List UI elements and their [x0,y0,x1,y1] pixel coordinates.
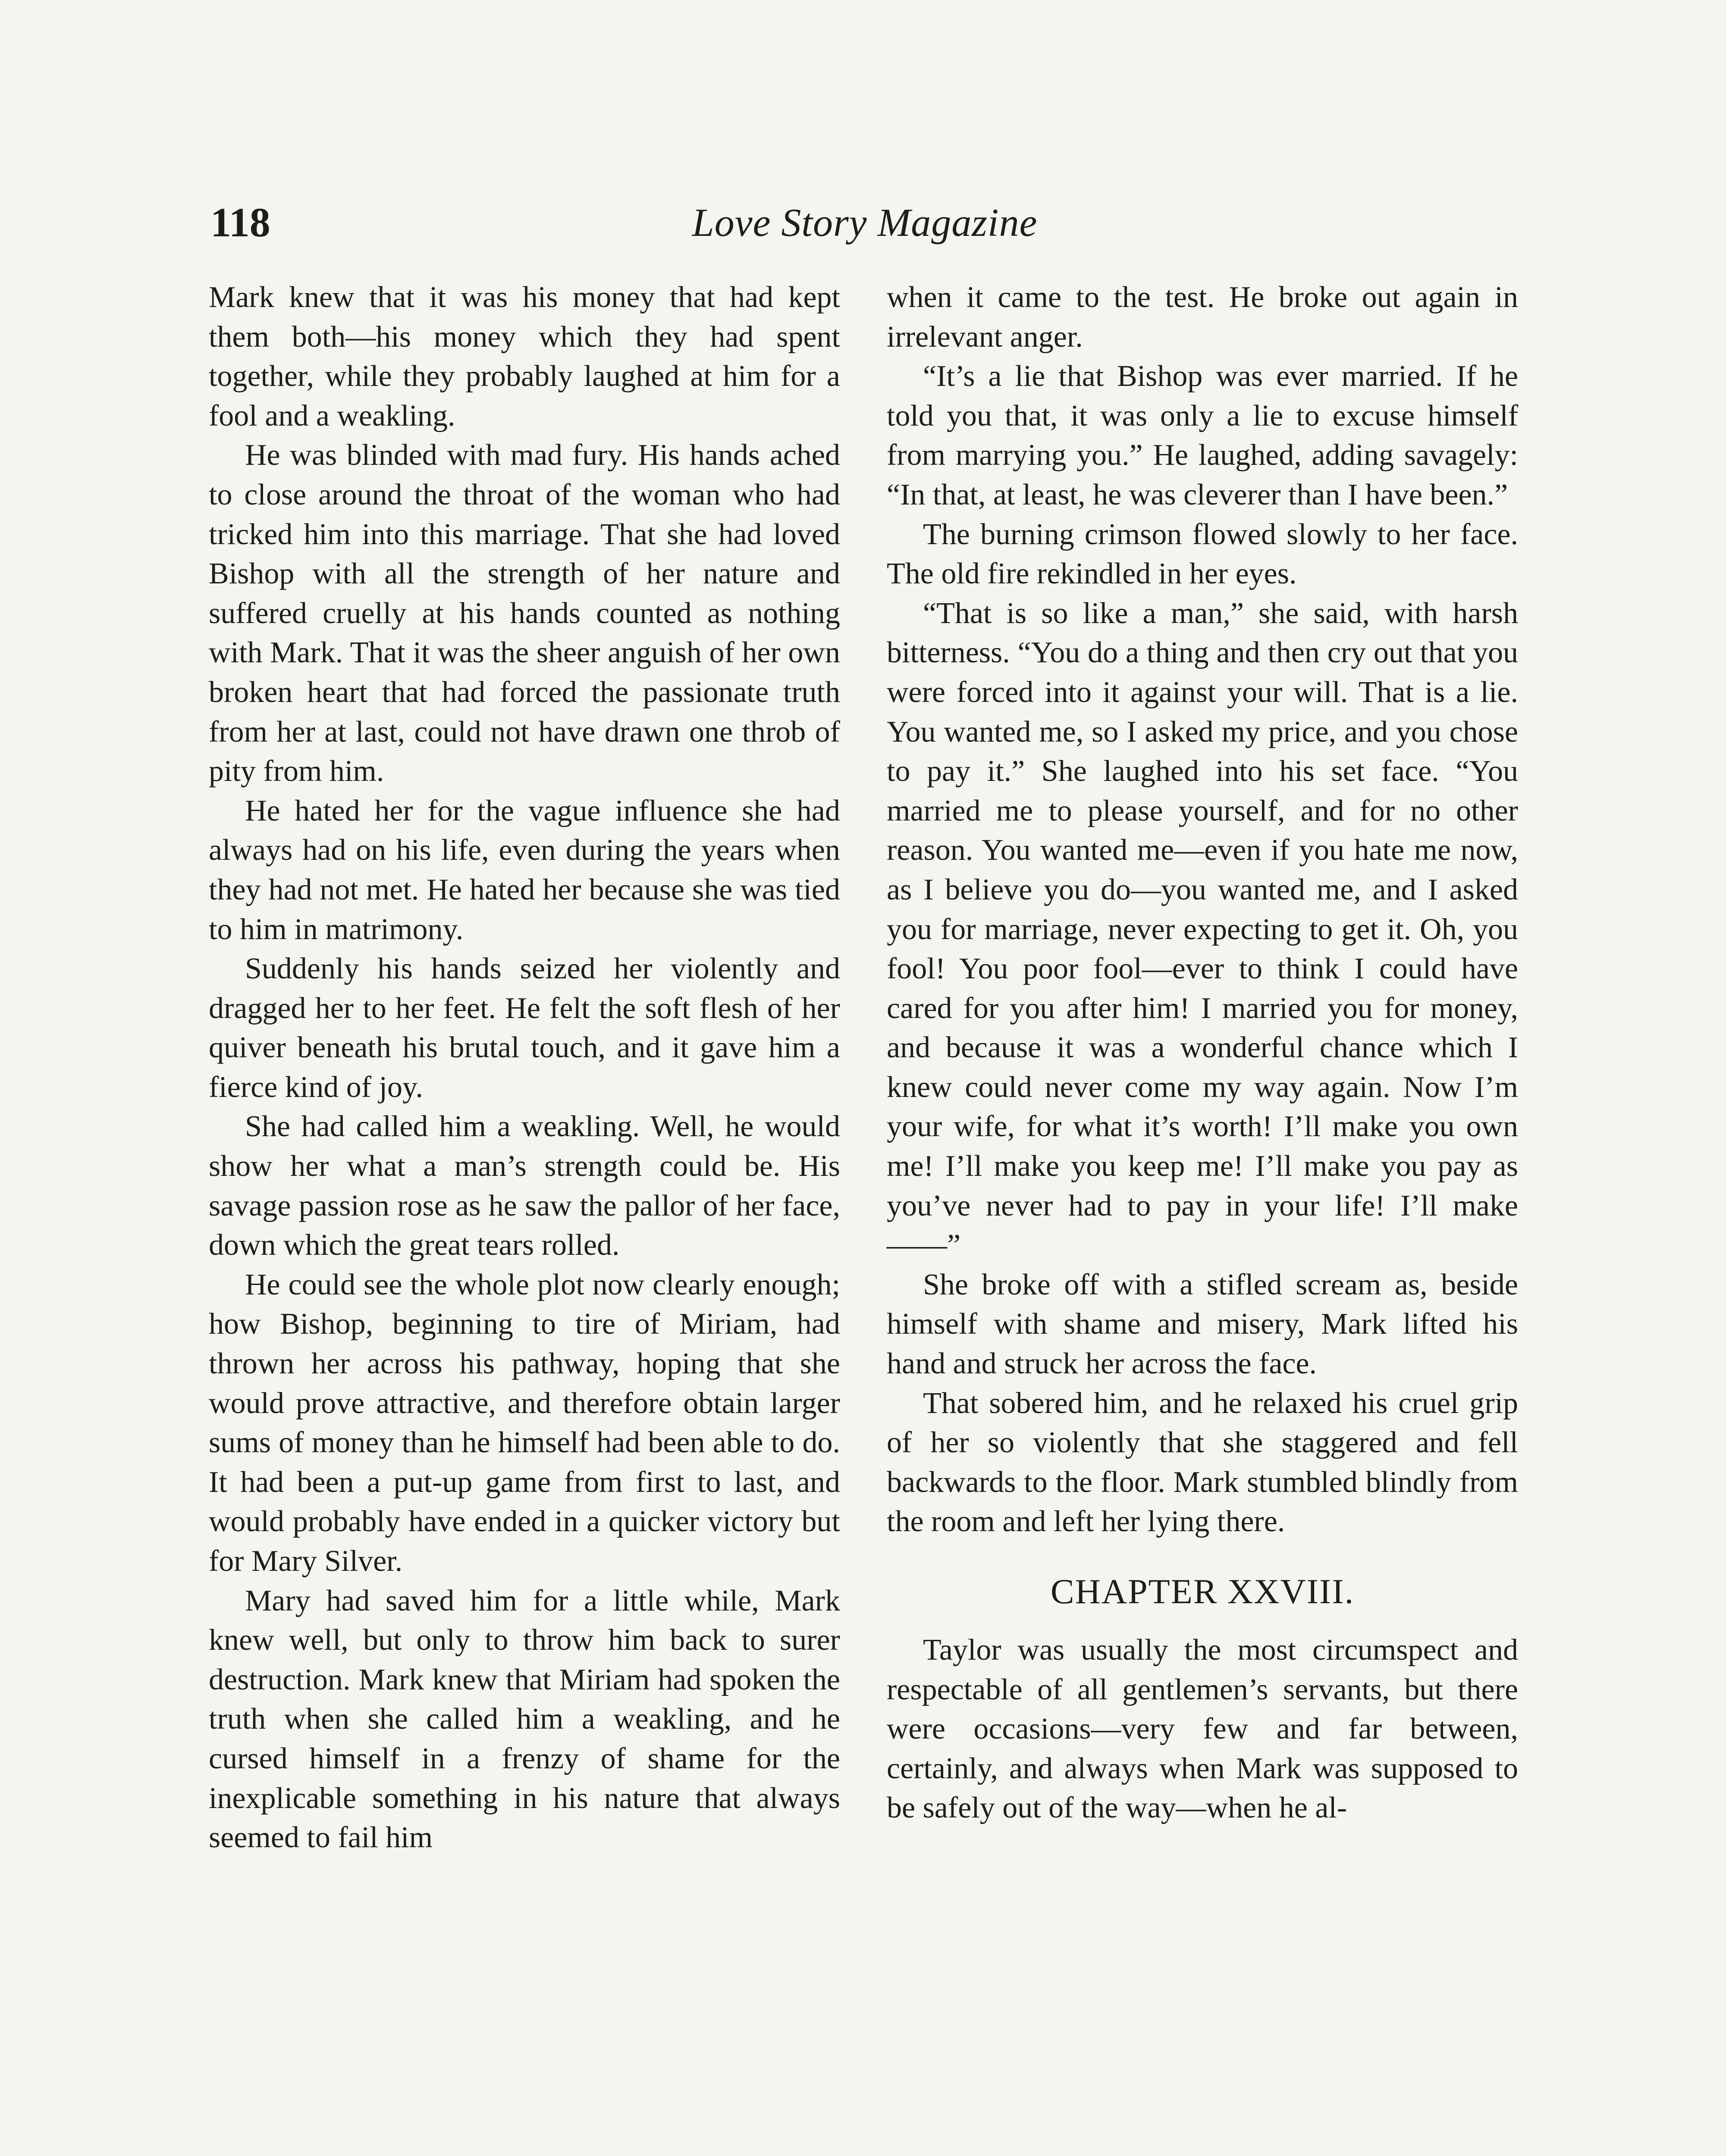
paragraph: That sobered him, and he relaxed his cruel grip of her so violently that she staggered and fell backwards to the floor. Mark stumbled blindly from the room and left her lying there. [887,1386,1518,1539]
paragraph: He hated her for the vague influence she had always had on his life, even during the years when they had not met. He hated her because she was tied to him in matrimony. [209,794,840,946]
paragraph: when it came to the test. He broke out again in irrelevant anger. [887,281,1518,354]
page-header [210,197,1519,248]
paragraph: She broke off with a stifled scream as, beside himself with shame and misery, Mark lifted his hand and struck her across the face. [887,1268,1518,1381]
right-column [887,278,1518,1828]
paragraph: “It’s a lie that Bishop was ever married. If he told you that, it was only a lie to excuse himself from marrying you.” He laughed, adding savagely: “In that, at least, he was cleverer than I have been.” [887,360,1518,511]
paragraph: He was blinded with mad fury. His hands ached to close around the throat of the woman who had tricked him into this marriage. That she had loved Bishop with all the strength of her nature and suffered cruelly at his hands counted as nothing with Mark. That it was the sheer anguish of her own broken heart that had forced the passionate truth from her at last, could not have drawn one throb of pity from him. [209,439,840,788]
paragraph: Taylor was usually the most circumspect and respectable of all gentlemen’s servants, but there were occasions—very few and far between, certainly, and always when Mark was supposed to be safely out of the way—when he al- [887,1633,1518,1825]
page-number: 118 [210,199,270,245]
paragraph: “That is so like a man,” she said, with harsh bitterness. “You do a thing and then cry out that you were forced into it against your will. That is a lie. You wanted me, so I asked my price, and you chose to pay it.” She laughed into his set face. “You married me to please yourself, and for no other reason. You wanted me—even if you hate me now, as I believe you do—you wanted me, and I asked you for marriage, never expecting to get it. Oh, you fool! You poor fool—ever to think I could have cared for you after him! I married you for money, and because it was a wonderful chance which I knew could never come my way again. Now I’m your wife, for what it’s worth! I’ll make you own me! I’ll make you keep me! I’ll make you pay as you’ve never had to pay in your life! I’ll make——” [887,596,1518,1262]
paragraph: Mary had saved him for a little while, Mark knew well, but only to throw him back to surer destruction. Mark knew that Miriam had spoken the truth when she called him a weakling, and he cursed himself in a frenzy of shame for the inexplicable something in his nature that always seemed to fail him [209,1584,840,1855]
left-column [209,278,840,1858]
paragraph: She had called him a weakling. Well, he would show her what a man’s strength could be. His savage passion rose as he saw the pallor of her face, down which the great tears rolled. [209,1110,840,1262]
running-title: Love Story Magazine [692,201,1038,244]
chapter-heading: CHAPTER XXVIII. [1050,1572,1355,1611]
paragraph: He could see the whole plot now clearly enough; how Bishop, beginning to tire of Miriam, had thrown her across his pathway, hoping that she would prove attractive, and therefore obtain larger sums of money than he himself had been able to do. It had been a put-up game from first to last, and would probably have ended in a quicker victory but for Mary Silver. [209,1268,840,1578]
paragraph: Mark knew that it was his money that had kept them both—his money which they had spent together, while they probably laughed at him for a fool and a weakling. [209,281,840,432]
paragraph: The burning crimson flowed slowly to her face. The old fire rekindled in her eyes. [887,517,1518,591]
paragraph: Suddenly his hands seized her violently and dragged her to her feet. He felt the soft flesh of her quiver beneath his brutal touch, and it gave him a fierce kind of joy. [209,952,840,1104]
